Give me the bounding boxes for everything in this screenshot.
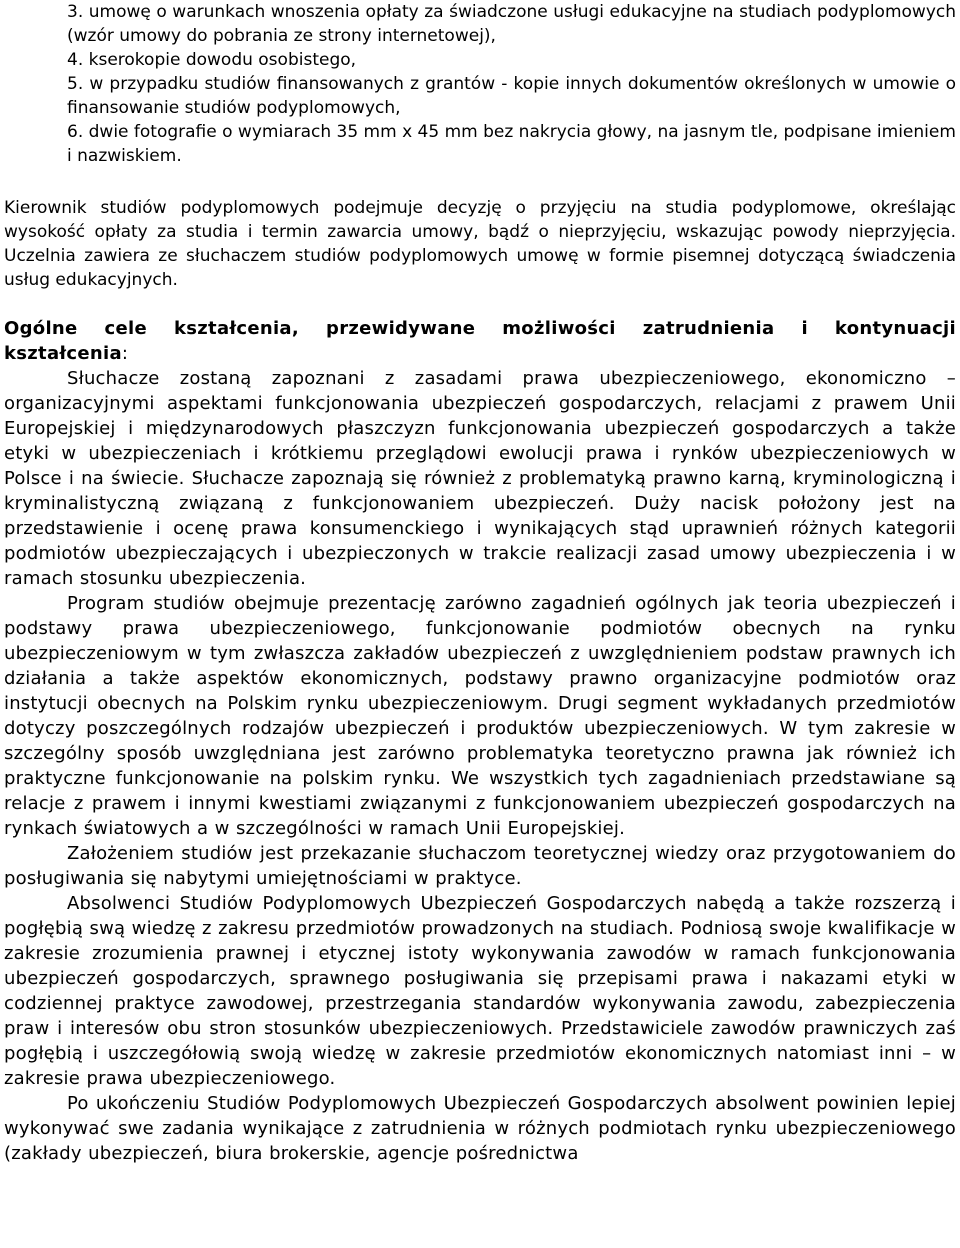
list-item: 4. kserokopie dowodu osobistego, — [67, 50, 357, 70]
list-item: 5. w przypadku studiów finansowanych z grantów - kopie innych dokumentów określonych w umowie o finansowanie studiów podyplomowych, — [67, 74, 956, 118]
body-paragraph: Założeniem studiów jest przekazanie słuchaczom teoretycznej wiedzy oraz przygotowaniem do posługiwania się nabytymi umiejętnościami w praktyce. — [4, 843, 956, 889]
body-paragraph: Słuchacze zostaną zapoznani z zasadami prawa ubezpieczeniowego, ekonomiczno – organizacyjnymi aspektami funkcjonowania ubezpieczeń gospodarczych, relacjami z prawem Unii Europejskiej i międzynarodowych płaszczyzn funkcjonowania ubezpieczeń gospodarczych a także etyki w ubezpieczeniach i krótkiemu przeglądowi ewolucji prawa i rynków ubezpieczeniowych w Polsce i na świecie. Słuchacze zapoznają się również z problematyką prawno karną, kryminologiczną i kryminalistyczną związaną z funkcjonowaniem ubezpieczeń. Duży nacisk położony jest na przedstawienie i ocenę prawa konsumenckiego i wynikających stąd uprawnień różnych kategorii podmiotów ubezpieczających i ubezpieczonych w trakcie realizacji zasad umowy ubezpieczenia i w ramach stosunku ubezpieczenia. — [4, 368, 956, 589]
list-item: 6. dwie fotografie o wymiarach 35 mm x 45 mm bez nakrycia głowy, na jasnym tle, podpisane imieniem i nazwiskiem. — [67, 122, 956, 166]
document-page — [4, 0, 956, 1166]
body-paragraph: Po ukończeniu Studiów Podyplomowych Ubezpieczeń Gospodarczych absolwent powinien lepiej wykonywać swe zadania wynikające z zatrudnienia w różnych podmiotach rynku ubezpieczeniowego (zakłady ubezpieczeń, biura brokerskie, agencje pośrednictwa — [4, 1093, 956, 1164]
body-paragraph: Program studiów obejmuje prezentację zarówno zagadnień ogólnych jak teoria ubezpieczeń i podstawy prawa ubezpieczeniowego, funkcjonowanie podmiotów obecnych na rynku ubezpieczeniowym w tym zwłaszcza zakładów ubezpieczeń z uwzględnieniem podstaw prawnych ich działania a także aspektów ekonomicznych, podstawy prawno organizacyjne podmiotów oraz instytucji obecnych na Polskim rynku ubezpieczeniowym. Drugi segment wykładanych przedmiotów dotyczy poszczególnych rodzajów ubezpieczeń i produktów ubezpieczeniowych. W tym zakresie w szczególny sposób uwzględniana jest zarówno problematyka teoretyczno prawna jak również ich praktyczne funkcjonowanie na polskim rynku. We wszystkich tych zagadnieniach przedstawiane są relacje z prawem i innymi kwestiami związanymi z funkcjonowaniem ubezpieczeń gospodarczych na rynkach światowych a w szczególności w ramach Unii Europejskiej. — [4, 593, 956, 839]
required-documents-list — [4, 0, 956, 168]
section-heading-colon: : — [121, 343, 129, 364]
section-heading — [4, 316, 956, 366]
body-paragraph: Absolwenci Studiów Podyplomowych Ubezpieczeń Gospodarczych nabędą a także rozszerzą i pogłębią swą wiedzę z zakresu przedmiotów prowadzonych na studiach. Podniosą swoje kwalifikacje w zakresie zrozumienia prawnej i etycznej istoty wykonywania zawodów w ramach funkcjonowania ubezpieczeń gospodarczych, sprawnego posługiwania się przepisami prawa i nakazami etyki w codziennej praktyce zawodowej, przestrzegania standardów wykonywania zawodu, zabezpieczenia praw i interesów obu stron stosunków ubezpieczeniowych. Przedstawiciele zawodów prawniczych zaś pogłębią i uszczegółowią swoją wiedzę w zakresie przedmiotów ekonomicznych natomiast inni – w zakresie prawa ubezpieczeniowego. — [4, 893, 957, 1089]
intro-paragraph: Kierownik studiów podyplomowych podejmuje decyzję o przyjęciu na studia podyplomowe, określając wysokość opłaty za studia i termin zawarcia umowy, bądź o nieprzyjęciu, wskazując powody nieprzyjęcia. Uczelnia zawiera ze słuchaczem studiów podyplomowych umowę w formie pisemnej dotyczącą świadczenia usług edukacyjnych. — [4, 198, 956, 290]
section-heading-text: Ogólne cele kształcenia, przewidywane możliwości zatrudnienia i kontynuacji kształcenia — [4, 318, 956, 364]
list-item: 3. umowę o warunkach wnoszenia opłaty za świadczone usługi edukacyjne na studiach podyplomowych (wzór umowy do pobrania ze strony internetowej), — [67, 2, 956, 46]
intro-section — [4, 196, 956, 292]
main-section — [4, 316, 956, 1166]
